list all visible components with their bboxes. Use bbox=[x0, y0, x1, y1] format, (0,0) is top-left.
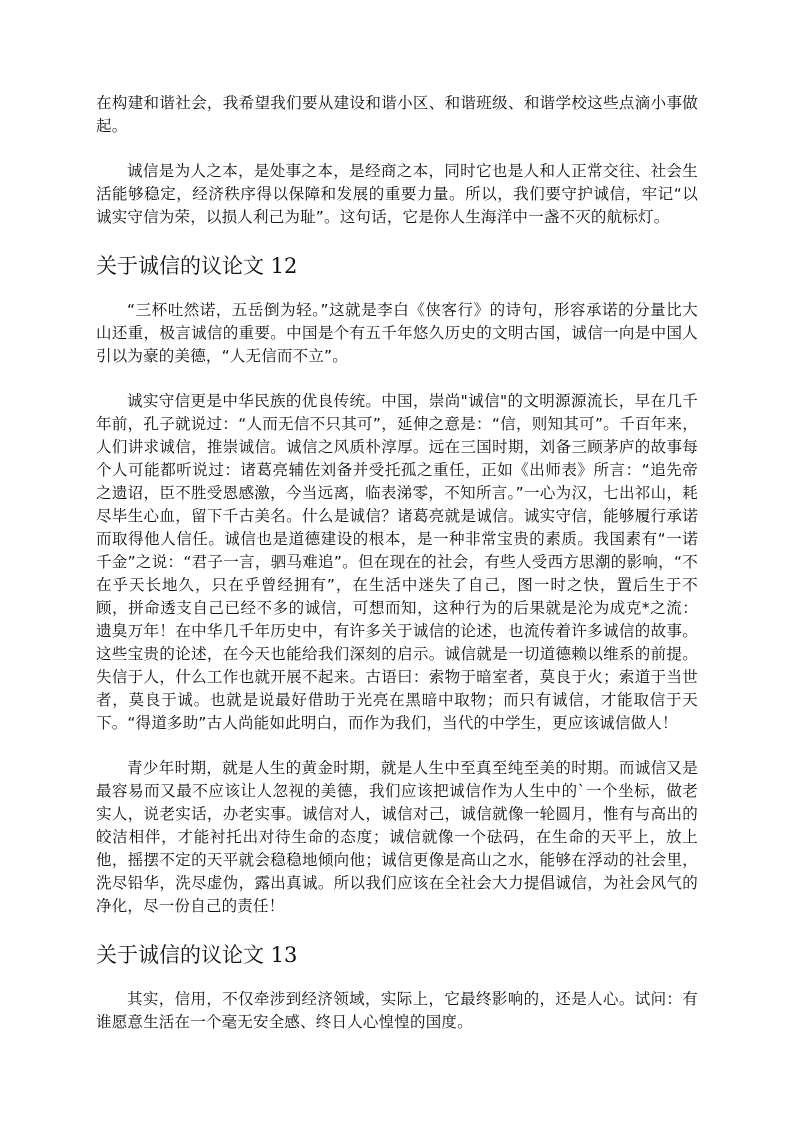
section-heading-13: 关于诚信的议论文 13 bbox=[96, 943, 298, 967]
paragraph-12-2: 诚实守信更是中华民族的优良传统。中国，崇尚"诚信"的文明源源流长，早在几千年前，孔子就说过：“人而无信不只其可”，延伸之意是：“信，则知其可”。千百年来，人们讲求诚信，推崇诚信。诚信之风质朴淳厚。远在三国时期，刘备三顾茅庐的故事每个人可能都听说过：诸葛亮辅佐刘备并受托孤之重任，正如《出师表》所言：“追先帝之遗诏，臣不胜受恩感激，今当远离，临表涕零，不知所言。”一心为汉，七出祁山，耗尽毕生心血，留下千古美名。什么是诚信？诸葛亮就是诚信。诚实守信，能够履行承诺而取得他人信任。诚信也是道德建设的根本，是一种非常宝贵的素质。我国素有“一诺千金”之说：“君子一言，驷马难追”。但在现在的社会，有些人受西方思潮的影响，“不在乎天长地久，只在乎曾经拥有”，在生活中迷失了自己，图一时之快，置后生于不顾，拼命透支自己已经不多的诚信，可想而知，这种行为的后果就是沦为成克*之流：遗臭万年！在中华几千年历史中，有许多关于诚信的论述，也流传着许多诚信的故事。这些宝贵的论述，在今天也能给我们深刻的启示。诚信就是一切道德赖以维系的前提。失信于人，什么工作也就开展不起来。古语曰：索物于暗室者，莫良于火；索道于当世者，莫良于诚。也就是说最好借助于光亮在黑暗中取物；而只有诚信，才能取信于天下。“得道多助”古人尚能如此明白，而作为我们，当代的中学生，更应该诚信做人！ bbox=[96, 392, 698, 732]
paragraph-prev-2: 诚信是为人之本，是处事之本，是经商之本，同时它也是人和人正常交往、社会生活能够稳定，经济秩序得以保障和发展的重要力量。所以，我们要守护诚信，牢记“以诚实守信为荣，以损人利己为耻”。这句话，它是你人生海洋中一盏不灭的航标灯。 bbox=[96, 162, 698, 226]
paragraph-prev-1: 在构建和谐社会，我希望我们要从建设和谐小区、和谐班级、和谐学校这些点滴小事做起。 bbox=[96, 94, 698, 135]
document-page bbox=[96, 92, 698, 1034]
paragraph-12-1: “三杯吐然诺，五岳倒为轻。”这就是李白《侠客行》的诗句，形容承诺的分量比大山还重，极言诚信的重要。中国是个有五千年悠久历史的文明古国，诚信一向是中国人引以为豪的美德，“人无信而不立”。 bbox=[96, 301, 698, 365]
section-heading-12: 关于诚信的议论文 12 bbox=[96, 254, 298, 278]
paragraph-13-1: 其实，信用，不仅牵涉到经济领域，实际上，它最终影响的，还是人心。试问：有谁愿意生活在一个毫无安全感、终日人心惶惶的国度。 bbox=[96, 990, 698, 1031]
paragraph-12-3: 青少年时期，就是人生的黄金时期，就是人生中至真至纯至美的时期。而诚信又是最容易而又最不应该让人忽视的美德，我们应该把诚信作为人生中的`一个坐标，做老实人，说老实话，办老实事。诚信对人，诚信对己，诚信就像一轮圆月，惟有与高出的皎洁相伴，才能衬托出对待生命的态度；诚信就像一个砝码，在生命的天平上，放上他，摇摆不定的天平就会稳稳地倾向他；诚信更像是高山之水，能够在浮动的社会里，洗尽铅华，洗尽虚伪，露出真诚。所以我们应该在全社会大力提倡诚信，为社会风气的净化，尽一份自己的责任！ bbox=[96, 759, 698, 915]
